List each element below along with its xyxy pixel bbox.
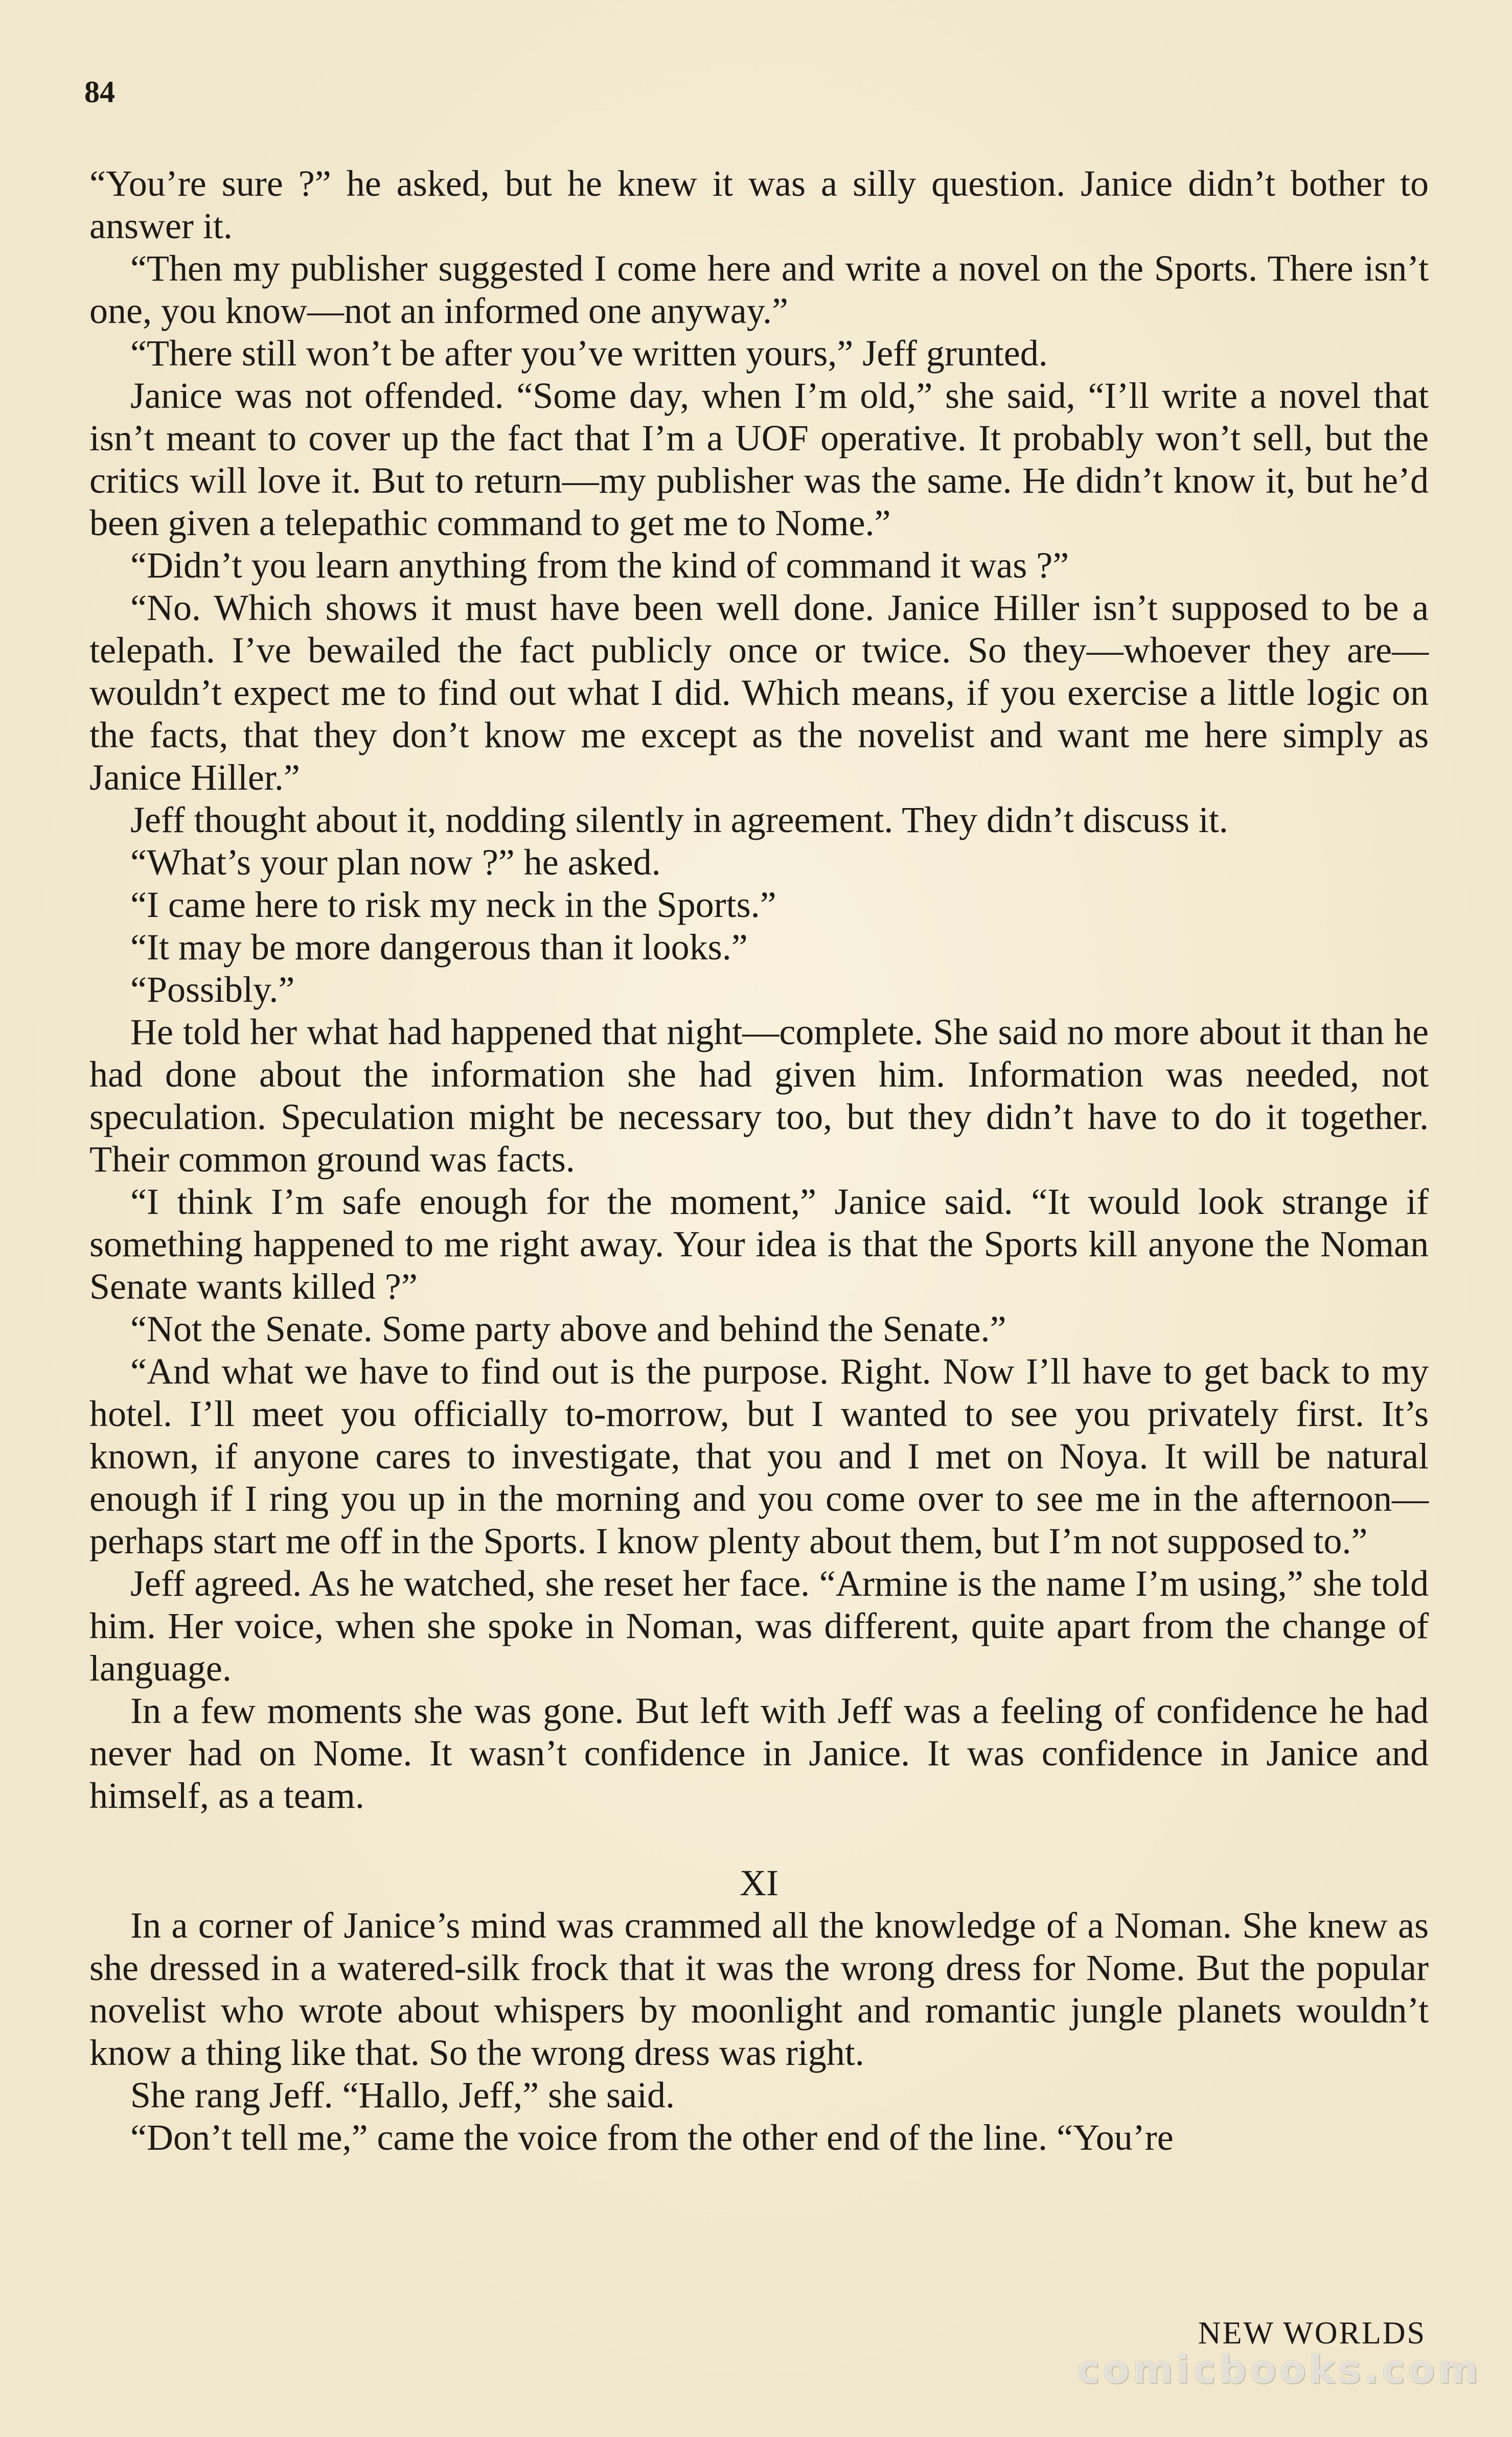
- body-text: [89, 163, 1429, 2159]
- paragraph: “I came here to risk my neck in the Sports.”: [130, 884, 776, 925]
- paragraph: “I think I’m safe enough for the moment,” Janice said. “It would look strange if something happened to me right away. Your idea is that the Sports kill anyone the Noman Senate wants killed ?”: [89, 1181, 1429, 1307]
- paragraph: In a corner of Janice’s mind was crammed all the knowledge of a Noman. She knew as she dressed in a watered-silk frock that it was the wrong dress for Nome. But the popular novelist who wrote about whispers by moonlight and romantic jungle planets wouldn’t know a thing like that. So the wrong dress was right.: [89, 1905, 1429, 2073]
- paragraph: He told her what had happened that night—complete. She said no more about it than he had done about the information she had given him. Information was needed, not speculation. Speculation might be necessary too, but they didn’t have to do it together. Their common ground was facts.: [89, 1011, 1429, 1180]
- paragraph: “Then my publisher suggested I come here and write a novel on the Sports. There isn’t one, you know—not an informed one anyway.”: [89, 248, 1429, 331]
- page-number: 84: [84, 75, 115, 109]
- paragraph: Jeff agreed. As he watched, she reset her face. “Armine is the name I’m using,” she told him. Her voice, when she spoke in Noman, was different, quite apart from the change of language.: [89, 1563, 1429, 1689]
- watermark: comicbooks.com: [1076, 2347, 1481, 2392]
- paragraph: “It may be more dangerous than it looks.”: [130, 927, 748, 968]
- paragraph: “Possibly.”: [130, 969, 295, 1010]
- paragraph: “No. Which shows it must have been well done. Janice Hiller isn’t supposed to be a telepath. I’ve bewailed the fact publicly once or twice. So they—whoever they are—wouldn’t expect me to find out what I did. Which means, if you exercise a little logic on the facts, that they don’t know me except as the novelist and want me here simply as Janice Hiller.”: [89, 587, 1429, 798]
- chapter-heading: XI: [740, 1863, 778, 1903]
- paragraph: In a few moments she was gone. But left with Jeff was a feeling of confidence he had never had on Nome. It wasn’t confidence in Janice. It was confidence in Janice and himself, as a team.: [89, 1690, 1429, 1816]
- paragraph: “You’re sure ?” he asked, but he knew it was a silly question. Janice didn’t bother to answer it.: [89, 163, 1429, 246]
- paragraph: Janice was not offended. “Some day, when I’m old,” she said, “I’ll write a novel that isn’t meant to cover up the fact that I’m a UOF operative. It probably won’t sell, but the critics will love it. But to return—my publisher was the same. He didn’t know it, but he’d been given a telepathic command to get me to Nome.”: [89, 375, 1429, 543]
- paragraph: “Didn’t you learn anything from the kind of command it was ?”: [130, 545, 1069, 586]
- paragraph: “Not the Senate. Some party above and behind the Senate.”: [130, 1308, 1006, 1349]
- paragraph: “What’s your plan now ?” he asked.: [130, 842, 661, 883]
- paragraph: “And what we have to find out is the purpose. Right. Now I’ll have to get back to my hotel. I’ll meet you officially to-morrow, but I wanted to see you privately first. It’s known, if anyone cares to investigate, that you and I met on Noya. It will be natural enough if I ring you up in the morning and you come over to see me in the afternoon—perhaps start me off in the Sports. I know plenty about them, but I’m not supposed to.”: [89, 1351, 1429, 1561]
- paragraph: She rang Jeff. “Hallo, Jeff,” she said.: [130, 2075, 675, 2116]
- running-footer: NEW WORLDS: [1198, 2316, 1426, 2351]
- paragraph: “There still won’t be after you’ve written yours,” Jeff grunted.: [130, 333, 1048, 374]
- paragraph: Jeff thought about it, nodding silently in agreement. They didn’t discuss it.: [130, 799, 1228, 840]
- paragraph: “Don’t tell me,” came the voice from the other end of the line. “You’re: [130, 2117, 1174, 2158]
